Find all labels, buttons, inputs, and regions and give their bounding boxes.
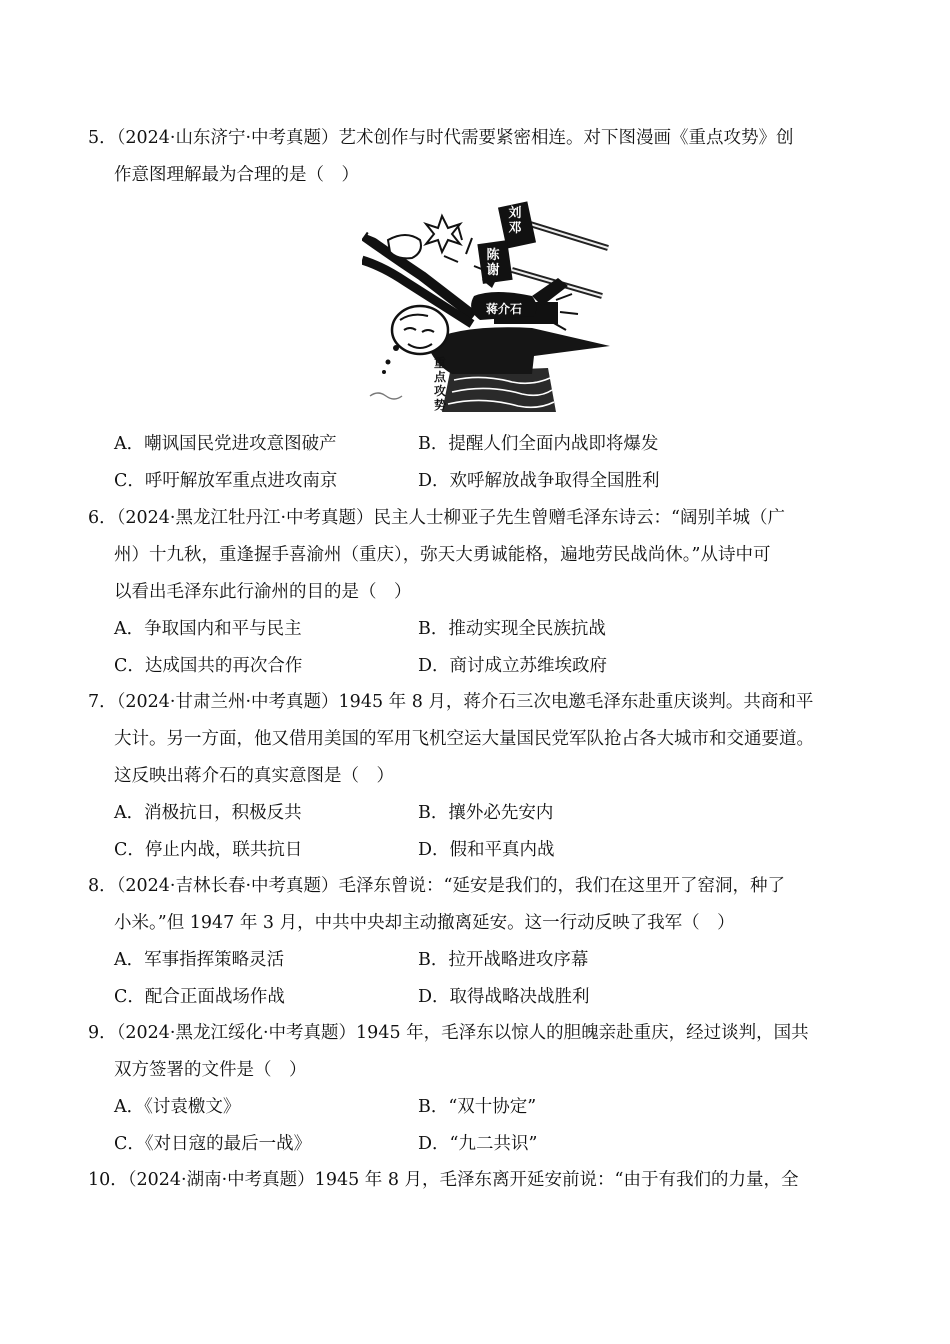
question-9	[88, 1015, 868, 1089]
question-5	[88, 120, 868, 194]
question-7	[88, 684, 868, 795]
option-d: D．取得战略决战胜利	[418, 986, 590, 1007]
option-d: D．“九二共识”	[418, 1133, 538, 1154]
cartoon-image	[362, 196, 610, 412]
question-text-line: 9．（2024·黑龙江绥化·中考真题）1945 年，毛泽东以惊人的胆魄亲赴重庆，经过谈判，国共	[88, 1023, 809, 1043]
question-5-options	[114, 426, 854, 499]
option-b: B．推动实现全民族抗战	[418, 619, 606, 639]
question-text-line: 7．（2024·甘肃兰州·中考真题）1945 年 8 月，蒋介石三次电邀毛泽东赴重庆谈判。共商和平	[88, 692, 814, 712]
option-a: A．消极抗日，积极反共	[114, 803, 302, 823]
question-9-options	[114, 1089, 854, 1162]
question-text-line: 大计。另一方面，他又借用美国的军用飞机空运大量国民党军队抢占各大城市和交通要道。	[114, 729, 814, 749]
question-text-line: 双方签署的文件是（ ）	[114, 1060, 307, 1080]
question-text-line: 6．（2024·黑龙江牡丹江·中考真题）民主人士柳亚子先生曾赠毛泽东诗云：“阔别羊城（广	[88, 508, 785, 528]
question-text-line: 10．（2024·湖南·中考真题）1945 年 8 月，毛泽东离开延安前说：“由于有我们的力量，全	[88, 1170, 799, 1190]
option-d: D．商讨成立苏维埃政府	[418, 655, 608, 676]
option-c: C．呼吁解放军重点进攻南京	[114, 470, 338, 491]
option-c: C．停止内战，联共抗日	[114, 839, 303, 860]
option-b: B．拉开战略进攻序幕	[418, 950, 589, 970]
question-6-options	[114, 611, 854, 684]
option-d: D．欢呼解放战争取得全国胜利	[418, 470, 660, 491]
question-text-line: 8．（2024·吉林长春·中考真题）毛泽东曾说：“延安是我们的，我们在这里开了窑洞，种了	[88, 876, 785, 896]
option-a: A．嘲讽国民党进攻意图破产	[114, 434, 337, 454]
cartoon-label-jiang: 蒋介石	[486, 302, 523, 316]
cartoon-label-liu-deng: 刘邓	[508, 206, 522, 236]
question-7-options	[114, 795, 854, 868]
option-c: C．达成国共的再次合作	[114, 655, 303, 676]
option-c: C．《对日寇的最后一战》	[114, 1133, 312, 1154]
question-text-line: 作意图理解最为合理的是（ ）	[114, 165, 359, 185]
option-a: A．《讨袁檄文》	[114, 1097, 241, 1117]
option-b: B．提醒人们全面内战即将爆发	[418, 434, 659, 454]
option-b: B．攘外必先安内	[418, 803, 554, 823]
question-text-line: 州）十九秋，重逢握手喜渝州（重庆），弥天大勇诚能格，遍地劳民战尚休。”从诗中可	[114, 545, 771, 565]
option-d: D．假和平真内战	[418, 839, 555, 860]
option-a: A．争取国内和平与民主	[114, 619, 302, 639]
option-b: B．“双十协定”	[418, 1097, 537, 1117]
question-text-line: 这反映出蒋介石的真实意图是（ ）	[114, 766, 394, 786]
cartoon-label-offensive: 重点攻势	[433, 356, 446, 412]
question-8-options	[114, 942, 854, 1015]
question-10	[88, 1162, 868, 1199]
option-c: C．配合正面战场作战	[114, 986, 285, 1007]
question-text-line: 5．（2024·山东济宁·中考真题）艺术创作与时代需要紧密相连。对下图漫画《重点攻势》创	[88, 128, 794, 148]
question-8	[88, 868, 868, 942]
question-6	[88, 500, 868, 611]
option-a: A．军事指挥策略灵活	[114, 950, 285, 970]
question-text-line: 小米。”但 1947 年 3 月，中共中央却主动撤离延安。这一行动反映了我军（ ）	[114, 913, 735, 933]
cartoon-label-chen-xie: 陈谢	[486, 248, 500, 278]
question-text-line: 以看出毛泽东此行渝州的目的是（ ）	[114, 582, 412, 602]
